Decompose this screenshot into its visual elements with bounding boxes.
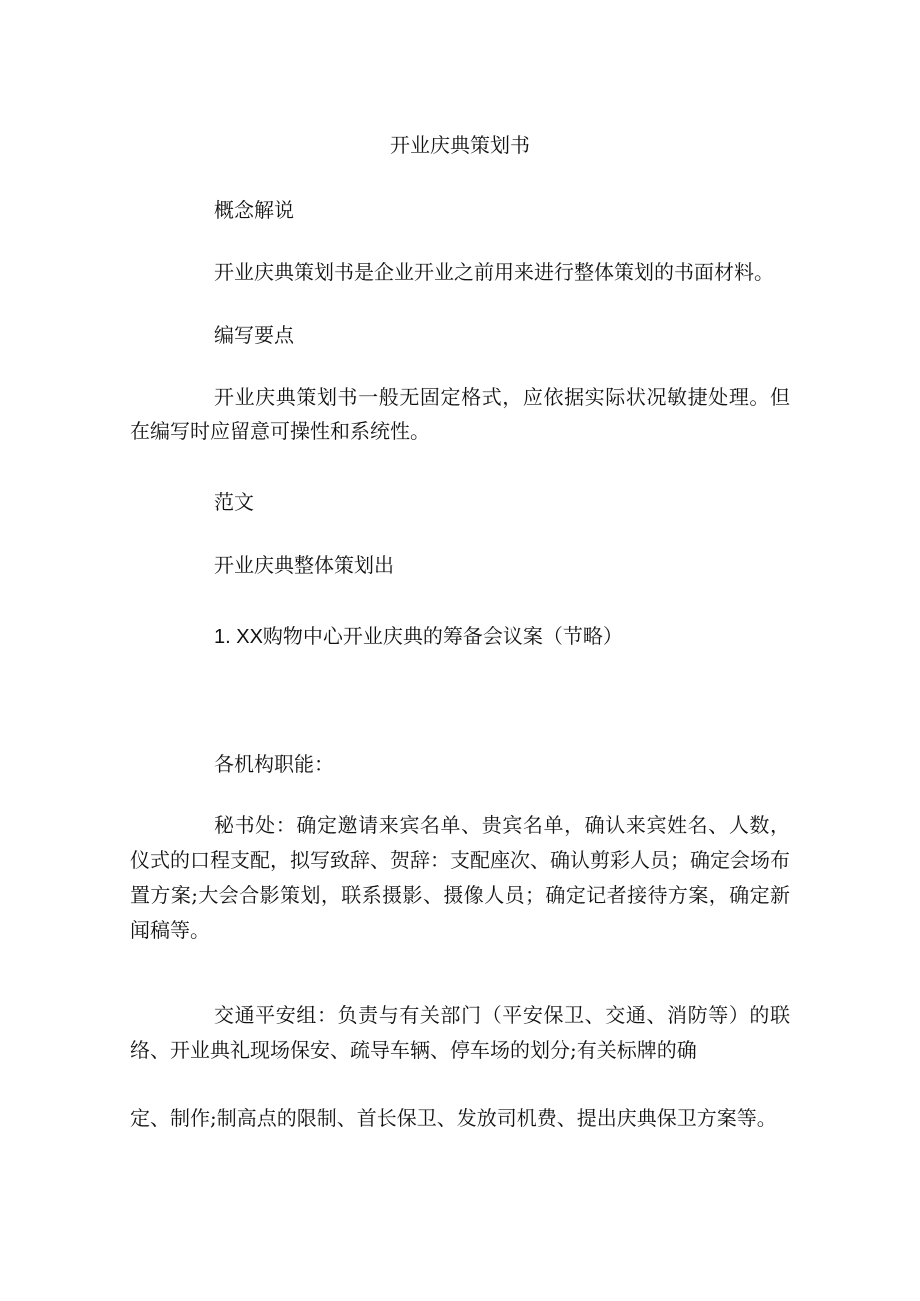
concept-heading: 概念解说 xyxy=(214,198,294,222)
concept-paragraph: 开业庆典策划书是企业开业之前用来进行整体策划的书面材料。 xyxy=(214,260,774,284)
list-item-1 xyxy=(130,620,790,654)
traffic-paragraph-part-2: 定、制作;制高点的限制、首长保卫、发放司机费、提出庆典保卫方案等。 xyxy=(130,1106,777,1130)
sample-subtitle: 开业庆典整体策划出 xyxy=(214,553,394,577)
document-title: 开业庆典策划书 xyxy=(390,133,530,157)
list-item-text: XX购物中心开业庆典的筹备会议案（节略） xyxy=(236,626,623,648)
functions-heading: 各机构职能： xyxy=(214,752,334,776)
traffic-paragraph-part-1: 交通平安组：负责与有关部门（平安保卫、交通、消防等）的联络、开业典礼现场保安、疏导车辆、停车场的划分;有关标牌的确 xyxy=(130,1003,790,1062)
writing-points-paragraph: 开业庆典策划书一般无固定格式，应依据实际状况敏捷处理。但在编写时应留意可操性和系统性。 xyxy=(130,385,790,443)
writing-points-heading: 编写要点 xyxy=(214,323,294,347)
sample-heading: 范文 xyxy=(214,490,254,514)
secretariat-paragraph: 秘书处：确定邀请来宾名单、贵宾名单，确认来宾姓名、人数，仪式的口程支配，拟写致辞、贺辞：支配座次、确认剪彩人员；确定会场布置方案;大会合影策划，联系摄影、摄像人员；确定记者接待方案，确定新闻稿等。 xyxy=(130,813,790,942)
list-item-number: 1. xyxy=(214,626,231,648)
